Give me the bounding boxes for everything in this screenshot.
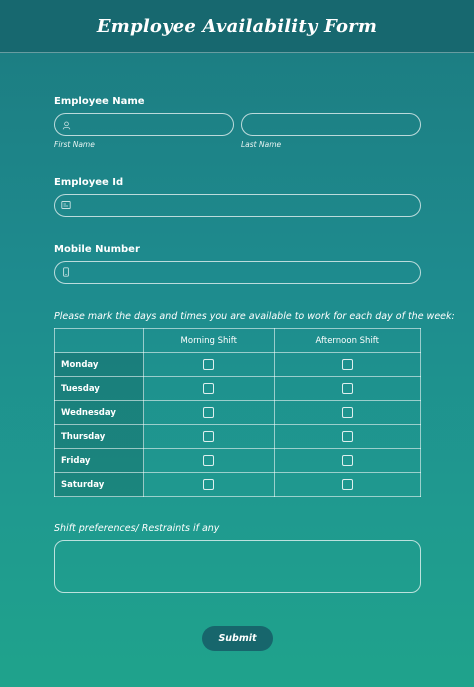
morning-checkbox-wednesday[interactable] [203, 407, 214, 418]
column-header-morning: Morning Shift [144, 329, 275, 353]
form-header [0, 0, 474, 53]
morning-checkbox-tuesday[interactable] [203, 383, 214, 394]
submit-button[interactable]: Submit [202, 626, 273, 651]
afternoon-checkbox-thursday[interactable] [342, 431, 353, 442]
afternoon-checkbox-saturday[interactable] [342, 479, 353, 490]
mobile-number-input[interactable] [54, 261, 421, 284]
table-row [55, 425, 421, 449]
day-label: Saturday [55, 473, 144, 497]
table-corner-cell [55, 329, 144, 353]
preferences-textarea[interactable] [54, 540, 421, 593]
morning-checkbox-thursday[interactable] [203, 431, 214, 442]
availability-table [54, 328, 421, 497]
id-card-icon [61, 200, 71, 210]
employee-id-label: Employee Id [54, 177, 124, 188]
afternoon-checkbox-monday[interactable] [342, 359, 353, 370]
first-name-sublabel: First Name [54, 140, 95, 149]
user-icon [61, 120, 71, 130]
table-row [55, 449, 421, 473]
afternoon-checkbox-tuesday[interactable] [342, 383, 353, 394]
table-row [55, 401, 421, 425]
phone-icon [61, 267, 71, 277]
preferences-label: Shift preferences/ Restraints if any [54, 523, 220, 534]
morning-checkbox-friday[interactable] [203, 455, 214, 466]
day-label: Tuesday [55, 377, 144, 401]
day-label: Monday [55, 353, 144, 377]
day-label: Thursday [55, 425, 144, 449]
employee-id-input[interactable] [54, 194, 421, 217]
last-name-input[interactable] [241, 113, 421, 136]
mobile-number-label: Mobile Number [54, 244, 140, 255]
availability-prompt: Please mark the days and times you are available to work for each day of the week: [54, 311, 455, 322]
table-row [55, 377, 421, 401]
page-title: Employee Availability Form [96, 15, 378, 37]
afternoon-checkbox-wednesday[interactable] [342, 407, 353, 418]
day-label: Wednesday [55, 401, 144, 425]
day-label: Friday [55, 449, 144, 473]
table-row [55, 353, 421, 377]
morning-checkbox-saturday[interactable] [203, 479, 214, 490]
last-name-sublabel: Last Name [241, 140, 282, 149]
afternoon-checkbox-friday[interactable] [342, 455, 353, 466]
first-name-input[interactable] [54, 113, 234, 136]
morning-checkbox-monday[interactable] [203, 359, 214, 370]
employee-name-label: Employee Name [54, 96, 145, 107]
column-header-afternoon: Afternoon Shift [274, 329, 421, 353]
table-row [55, 473, 421, 497]
